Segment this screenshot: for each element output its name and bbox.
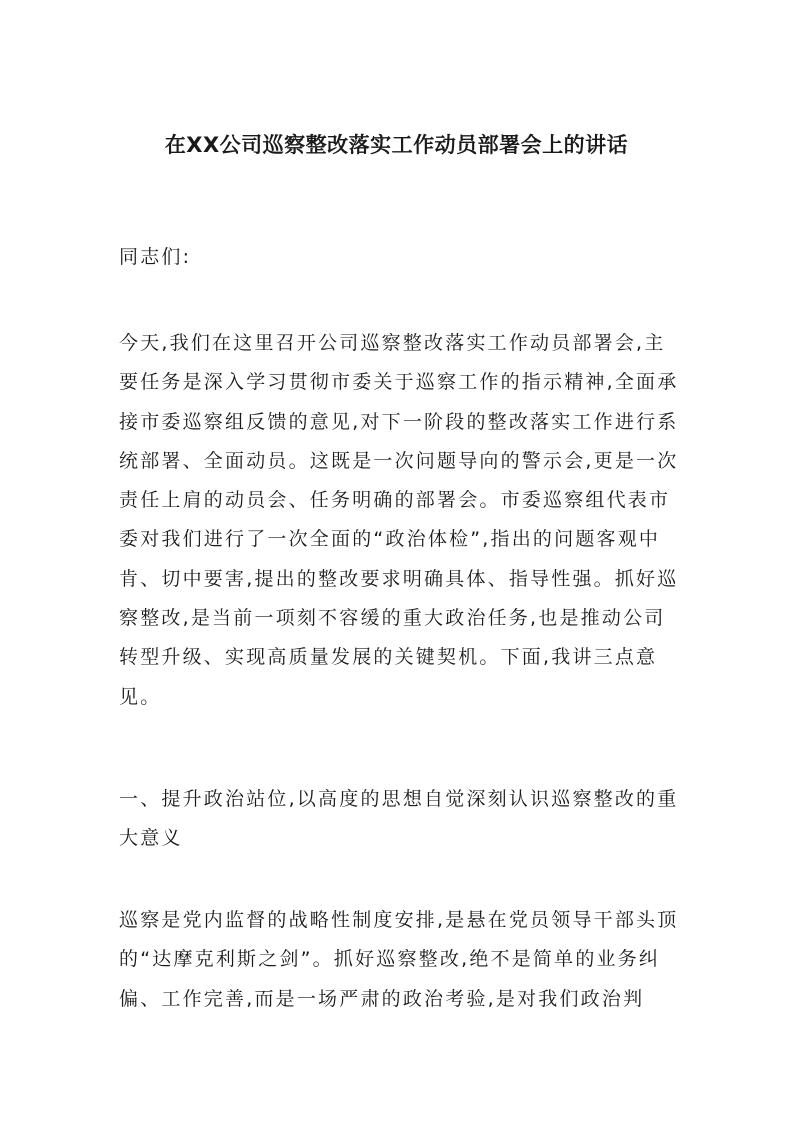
salutation: 同志们: xyxy=(119,246,192,268)
paragraph-intro: 今天,我们在这里召开公司巡察整改落实工作动员部署会,主要任务是深入学习贯彻市委关于巡察工作的指示精神,全面承接市委巡察组反馈的意见,对下一阶段的整改落实工作进行系统部署、全面动员。这既是一次问题导向的警示会,更是一次责任上肩的动员会、任务明确的部署会。市委巡察组代表市委对我们进行了一次全面的“政治体检”,指出的问题客观中肯、切中要害,提出的整改要求明确具体、指导性强。抓好巡察整改,是当前一项刻不容缓的重大政治任务,也是推动公司转型升级、实现高质量发展的关键契机。下面,我讲三点意见。 xyxy=(119,332,679,708)
document-title: 在XX公司巡察整改落实工作动员部署会上的讲话 xyxy=(164,133,629,157)
paragraph-section-1: 巡察是党内监督的战略性制度安排,是悬在党员领导干部头顶的“达摩克利斯之剑”。抓好巡察整改,绝不是简单的业务纠偏、工作完善,而是一场严肃的政治考验,是对我们政治判 xyxy=(119,909,679,1010)
section-heading-1: 一、提升政治站位,以高度的思想自觉深刻认识巡察整改的重大意义 xyxy=(119,788,679,850)
